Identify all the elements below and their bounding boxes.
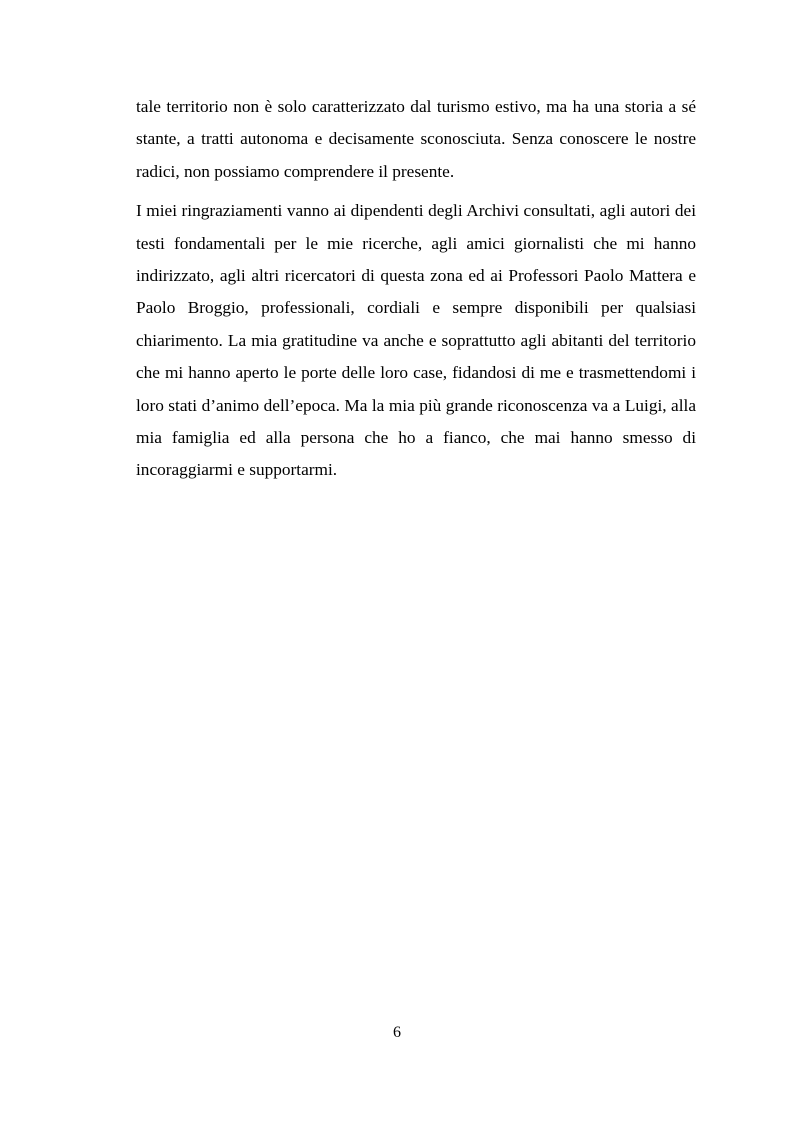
body-text (136, 91, 696, 487)
paragraph-1: tale territorio non è solo caratterizzato dal turismo estivo, ma ha una storia a sé stante, a tratti autonoma e decisamente sconosciuta. Senza conoscere le nostre radici, non possiamo comprendere il presente. (136, 97, 696, 181)
paragraph-2: I miei ringraziamenti vanno ai dipendenti degli Archivi consultati, agli autori dei testi fondamentali per le mie ricerche, agli amici giornalisti che mi hanno indirizzato, agli altri ricercatori di questa zona ed ai Professori Paolo Mattera e Paolo Broggio, professionali, cordiali e sempre disponibili per qualsiasi chiarimento. La mia gratitudine va anche e soprattutto agli abitanti del territorio che mi hanno aperto le porte delle loro case, fidandosi di me e trasmettendomi i loro stati d’animo dell’epoca. Ma la mia più grande riconoscenza va a Luigi, alla mia famiglia ed alla persona che ho a fianco, che mai hanno smesso di incoraggiarmi e supportarmi. (136, 201, 696, 480)
page-number: 6 (393, 1024, 401, 1041)
